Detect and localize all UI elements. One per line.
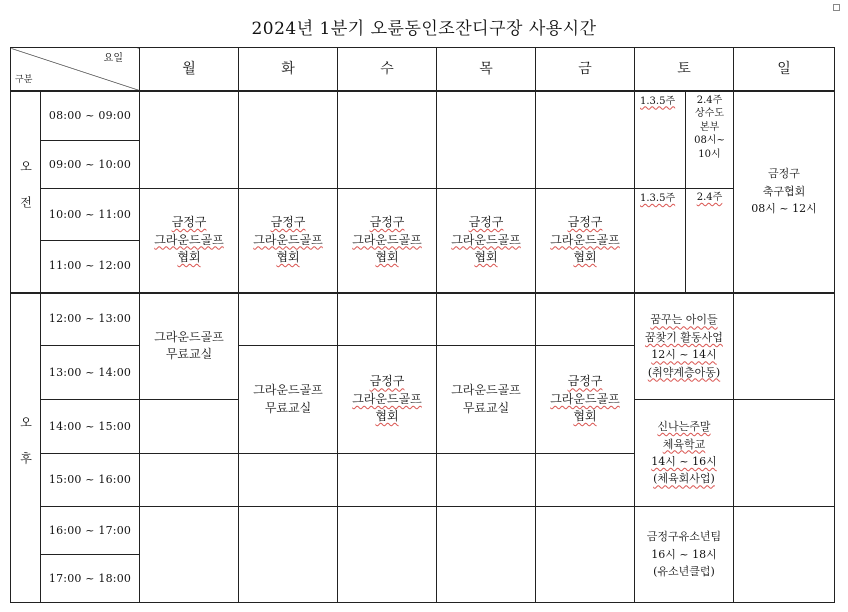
cell-mon-1500 (140, 454, 239, 507)
day-header-fri: 금 (536, 48, 635, 91)
cell-wed-0800 (338, 91, 437, 189)
cell-wed-golf-assoc: 금정구 그라운드골프 협회 (338, 189, 437, 293)
cell-fri-1600 (536, 507, 635, 603)
cell-wed-1600 (338, 507, 437, 603)
cell-sat-dream: 꿈꾸는 아이들 꿈찾기 활동사업 12시 ~ 14시 (취약계층아동) (635, 293, 734, 400)
day-header-wed: 수 (338, 48, 437, 91)
cell-tue-0800 (239, 91, 338, 189)
cell-fri-golf-assoc: 금정구 그라운드골프 협회 (536, 189, 635, 293)
day-header-sat: 토 (635, 48, 734, 91)
cell-sat-135-late: 1.3.5주 (635, 189, 686, 293)
cell-wed-golf-assoc: 금정구 그라운드골프 협회 (338, 346, 437, 454)
title-text: 2024년 1분기 오륜동인조잔디구장 사용시간 (251, 19, 597, 39)
cell-tue-1600 (239, 507, 338, 603)
cell-sat-24-morning: 2.4주 상수도 본부 08시~ 10시 (686, 91, 734, 189)
session-am-label: 오 전 (11, 91, 41, 293)
cell-mon-1600 (140, 507, 239, 603)
cell-mon-golf-assoc: 금정구 그라운드골프 협회 (140, 189, 239, 293)
time-slot-1500: 15:00 ~ 16:00 (41, 454, 140, 507)
day-axis-label: 요일 (103, 53, 123, 64)
corner-header-cell (11, 48, 140, 91)
cell-mon-1400 (140, 400, 239, 454)
cell-thu-1500 (437, 454, 536, 507)
cell-thu-1200 (437, 293, 536, 346)
day-header-sun: 일 (734, 48, 835, 91)
cell-fri-golf-assoc: 금정구 그라운드골프 협회 (536, 346, 635, 454)
cell-wed-1500 (338, 454, 437, 507)
time-slot-1200: 12:00 ~ 13:00 (41, 293, 140, 346)
cell-sun-1600 (734, 507, 835, 603)
cell-wed-1200 (338, 293, 437, 346)
cell-fri-1200 (536, 293, 635, 346)
time-slot-1600: 16:00 ~ 17:00 (41, 507, 140, 555)
cell-sun-soccer: 금정구 축구협회 08시 ~ 12시 (734, 91, 835, 293)
page-title (0, 14, 848, 39)
cell-thu-0800 (437, 91, 536, 189)
cell-sun-1400 (734, 400, 835, 507)
table-row (11, 189, 835, 241)
time-slot-0900: 09:00 ~ 10:00 (41, 141, 140, 189)
cell-thu-golf-free: 그라운드골프 무료교실 (437, 346, 536, 454)
cell-sun-1200 (734, 293, 835, 400)
time-slot-1000: 10:00 ~ 11:00 (41, 189, 140, 241)
time-slot-1300: 13:00 ~ 14:00 (41, 346, 140, 400)
cell-tue-golf-assoc: 금정구 그라운드골프 협회 (239, 189, 338, 293)
day-header-mon: 월 (140, 48, 239, 91)
time-slot-1100: 11:00 ~ 12:00 (41, 241, 140, 293)
cell-mon-0800 (140, 91, 239, 189)
cell-tue-1500 (239, 454, 338, 507)
cell-fri-1500 (536, 454, 635, 507)
corner-marker (833, 4, 840, 11)
schedule-table (10, 47, 835, 603)
table-row (11, 507, 835, 555)
cell-sat-youth: 금정구유소년팀 16시 ~ 18시 (유소년클럽) (635, 507, 734, 603)
time-slot-1400: 14:00 ~ 15:00 (41, 400, 140, 454)
category-axis-label: 구분 (15, 75, 33, 86)
table-row (11, 91, 835, 141)
cell-sat-135-morning: 1.3.5주 (635, 91, 686, 189)
day-header-thu: 목 (437, 48, 536, 91)
cell-tue-golf-free: 그라운드골프 무료교실 (239, 346, 338, 454)
cell-fri-0800 (536, 91, 635, 189)
day-header-tue: 화 (239, 48, 338, 91)
time-slot-1700: 17:00 ~ 18:00 (41, 555, 140, 603)
cell-sat-24-late: 2.4주 (686, 189, 734, 293)
header-row (11, 48, 835, 91)
session-pm-label: 오 후 (11, 293, 41, 603)
cell-sat-sinnanun: 신나는주말 체육학교 14시 ~ 16시 (체육회사업) (635, 400, 734, 507)
cell-thu-1600 (437, 507, 536, 603)
time-slot-0800: 08:00 ~ 09:00 (41, 91, 140, 141)
table-row (11, 293, 835, 346)
cell-mon-golf-free: 그라운드골프 무료교실 (140, 293, 239, 400)
cell-tue-1200 (239, 293, 338, 346)
cell-thu-golf-assoc: 금정구 그라운드골프 협회 (437, 189, 536, 293)
